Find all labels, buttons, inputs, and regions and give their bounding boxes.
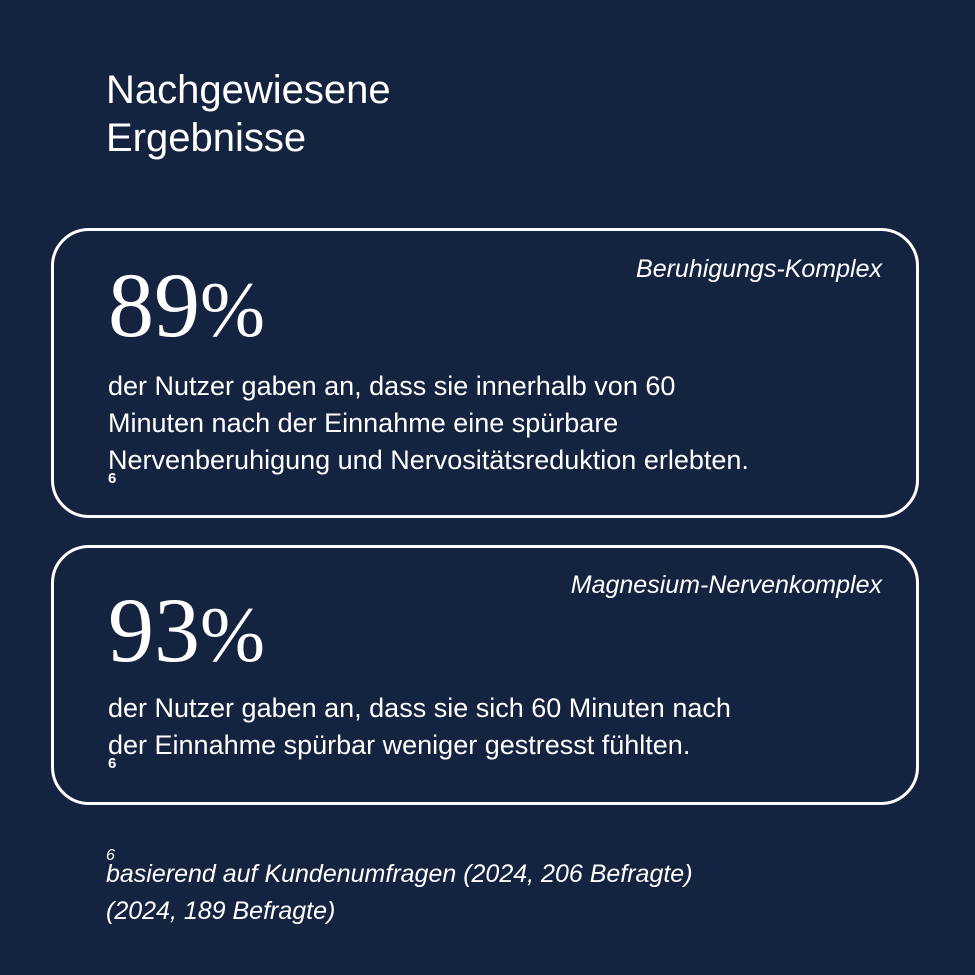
page-title-line-1: Nachgewiesene bbox=[106, 68, 391, 112]
footnote-line-1: 6 basierend auf Kundenumfragen (2024, 206 Befragte) bbox=[106, 856, 693, 893]
page-title bbox=[106, 66, 706, 162]
footnote-line-2: (2024, 189 Befragte) bbox=[106, 897, 336, 925]
footnote-text: basierend auf Kundenumfragen (2024, 206 Befragte) bbox=[106, 860, 693, 888]
description-line: der Einnahme spürbar weniger gestresst fühlten. 6 bbox=[108, 727, 886, 764]
description-line-text: der Einnahme spürbar weniger gestresst fühlten. bbox=[108, 730, 691, 760]
description-line: Minuten nach der Einnahme eine spürbare bbox=[108, 408, 619, 438]
result-card-magnesium-complex bbox=[51, 545, 919, 805]
product-name: Beruhigungs-Komplex bbox=[636, 255, 882, 283]
description-line: Nervenberuhigung und Nervositätsreduktion erlebten. 6 bbox=[108, 442, 886, 479]
description-line: der Nutzer gaben an, dass sie innerhalb von 60 bbox=[108, 371, 676, 401]
stat-description bbox=[108, 690, 886, 772]
stat-number: 93 bbox=[108, 579, 200, 681]
stat-description bbox=[108, 368, 886, 487]
footnote bbox=[106, 847, 693, 930]
description-line: der Nutzer gaben an, dass sie sich 60 Minuten nach bbox=[108, 693, 731, 723]
product-name: Magnesium-Nervenkomplex bbox=[570, 571, 882, 599]
stat-unit: % bbox=[200, 266, 265, 353]
stat-value bbox=[108, 579, 265, 681]
page-title-line-2: Ergebnisse bbox=[106, 116, 307, 160]
stat-value bbox=[108, 254, 265, 356]
stat-unit: % bbox=[200, 591, 265, 678]
stat-number: 89 bbox=[108, 254, 200, 356]
result-card-calming-complex bbox=[51, 228, 919, 518]
description-line-text: Nervenberuhigung und Nervositätsreduktion erlebten. bbox=[108, 445, 749, 475]
